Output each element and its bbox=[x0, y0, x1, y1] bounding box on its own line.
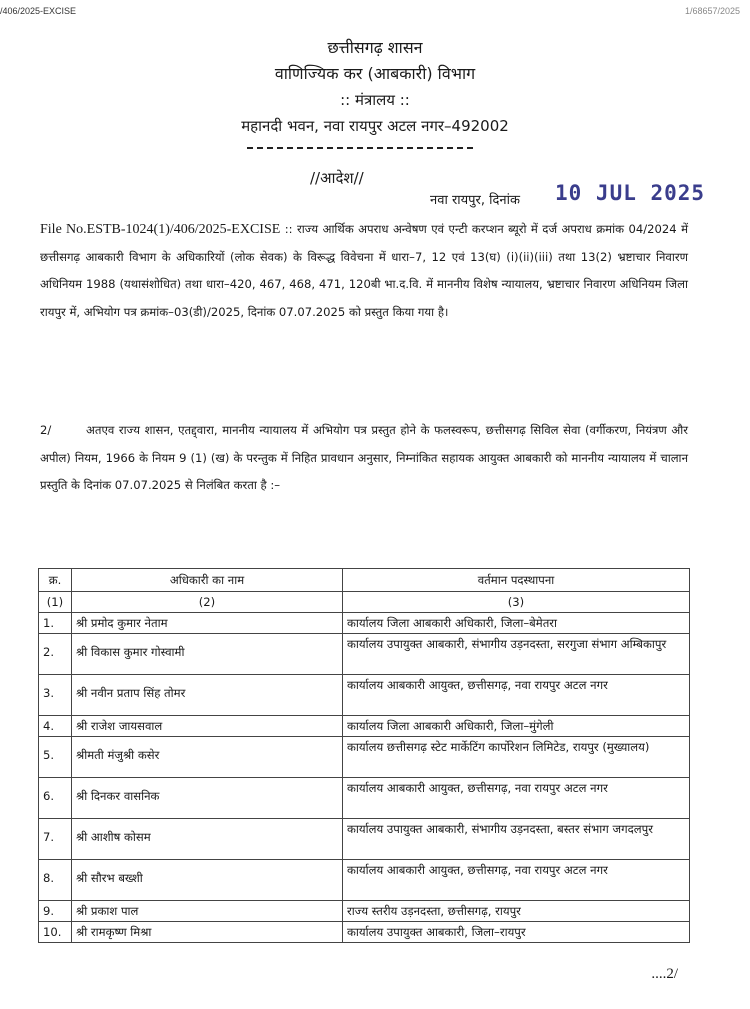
row-serial: 9. bbox=[39, 901, 72, 922]
department-name: वाणिज्यिक कर (आबकारी) विभाग bbox=[274, 64, 476, 83]
office-address: महानदी भवन, नवा रायपुर अटल नगर–492002 bbox=[241, 117, 509, 135]
header-current-posting: वर्तमान पदस्थापना bbox=[343, 569, 690, 592]
column-number-1: (1) bbox=[39, 592, 72, 613]
row-posting: कार्यालय छत्तीसगढ़ स्टेट मार्केटिंग कार्पोरेशन लिमिटेड, रायपुर (मुख्यालय) bbox=[343, 737, 690, 778]
row-officer-name: श्री दिनकर वासनिक bbox=[72, 778, 343, 819]
row-officer-name: श्री विकास कुमार गोस्वामी bbox=[72, 634, 343, 675]
table-row bbox=[39, 675, 690, 716]
order-paragraph-1 bbox=[40, 216, 688, 326]
row-posting: कार्यालय आबकारी आयुक्त, छत्तीसगढ़, नवा रायपुर अटल नगर bbox=[343, 675, 690, 716]
row-officer-name: श्री प्रकाश पाल bbox=[72, 901, 343, 922]
paragraph-1-text: :: राज्य आर्थिक अपराध अन्वेषण एवं एन्टी करप्शन ब्यूरो में दर्ज अपराध क्रमांक 04/2024 में छत्तीसगढ़ आबकारी विभाग के अधिकारियों (लोक सेवक) के विरूद्ध विवेचना में धारा–7, 12 एवं 13(घ) (i)(ii)(iii) तथा 13(2) भ्रष्टाचार निवारण अधिनियम 1988 (यथासंशोधित) तथा धारा–420, 467, 468, 471, 120बी भा.द.वि. में माननीय विशेष न्यायालय, भ्रष्टाचार निवारण अधिनियम जिला रायपुर में, अभियोग पत्र क्रमांक–03(डी)/2025, दिनांक 07.07.2025 को प्रस्तुत किया गया है। bbox=[40, 222, 688, 319]
table-row bbox=[39, 901, 690, 922]
row-posting: कार्यालय उपायुक्त आबकारी, संभागीय उड़नदस्ता, बस्तर संभाग जगदलपुर bbox=[343, 819, 690, 860]
row-serial: 10. bbox=[39, 922, 72, 943]
row-posting: राज्य स्तरीय उड़नदस्ता, छत्तीसगढ़, रायपुर bbox=[343, 901, 690, 922]
order-title: //आदेश// bbox=[310, 169, 364, 187]
table-row bbox=[39, 860, 690, 901]
paragraph-number: 2/ bbox=[40, 423, 52, 437]
file-reference-top-left: /406/2025-EXCISE bbox=[0, 6, 77, 16]
header-serial: क्र. bbox=[39, 569, 72, 592]
order-paragraph-2 bbox=[40, 417, 688, 500]
file-number: File No.ESTB-1024(1)/406/2025-EXCISE bbox=[40, 222, 281, 237]
row-officer-name: श्री रामकृष्ण मिश्रा bbox=[72, 922, 343, 943]
row-posting: कार्यालय उपायुक्त आबकारी, संभागीय उड़नदस्ता, सरगुजा संभाग अम्बिकापुर bbox=[343, 634, 690, 675]
row-posting: कार्यालय उपायुक्त आबकारी, जिला–रायपुर bbox=[343, 922, 690, 943]
row-serial: 4. bbox=[39, 716, 72, 737]
table-row bbox=[39, 922, 690, 943]
table-row bbox=[39, 819, 690, 860]
row-serial: 6. bbox=[39, 778, 72, 819]
table-header-row bbox=[39, 569, 690, 592]
column-number-2: (2) bbox=[72, 592, 343, 613]
row-posting: कार्यालय जिला आबकारी अधिकारी, जिला–मुंगेली bbox=[343, 716, 690, 737]
row-posting: कार्यालय आबकारी आयुक्त, छत्तीसगढ़, नवा रायपुर अटल नगर bbox=[343, 860, 690, 901]
table-row bbox=[39, 737, 690, 778]
paragraph-2-text: अतएव राज्य शासन, एतद्द्वारा, माननीय न्यायालय में अभियोग पत्र प्रस्तुत होने के फलस्वरूप, छत्तीसगढ़ सिविल सेवा (वर्गीकरण, नियंत्रण और अपील) नियम, 1966 के नियम 9 (1) (ख) के परन्तुक में निहित प्रावधान अनुसार, निम्नांकित सहायक आयुक्त आबकारी को माननीय न्यायालय में चालान प्रस्तुति के दिनांक 07.07.2025 से निलंबित करता है :– bbox=[40, 423, 688, 493]
ministry-label: :: मंत्रालय :: bbox=[340, 91, 410, 109]
row-officer-name: श्री नवीन प्रताप सिंह तोमर bbox=[72, 675, 343, 716]
date-stamp: 10 JUL 2025 bbox=[555, 181, 706, 205]
place-date-label: नवा रायपुर, दिनांक bbox=[430, 193, 520, 208]
row-officer-name: श्री सौरभ बख्शी bbox=[72, 860, 343, 901]
file-reference-top-right: 1/68657/2025 bbox=[684, 6, 740, 16]
table-row bbox=[39, 778, 690, 819]
column-number-3: (3) bbox=[343, 592, 690, 613]
government-name: छत्तीसगढ़ शासन bbox=[327, 38, 423, 57]
header-divider bbox=[247, 147, 473, 149]
table-row bbox=[39, 716, 690, 737]
row-serial: 2. bbox=[39, 634, 72, 675]
row-officer-name: श्री राजेश जायसवाल bbox=[72, 716, 343, 737]
suspended-officers-table bbox=[38, 568, 690, 943]
column-number-row bbox=[39, 592, 690, 613]
table-row bbox=[39, 613, 690, 634]
row-officer-name: श्री आशीष कोसम bbox=[72, 819, 343, 860]
page-continuation-marker: ....2/ bbox=[651, 966, 678, 982]
row-serial: 3. bbox=[39, 675, 72, 716]
row-serial: 8. bbox=[39, 860, 72, 901]
row-posting: कार्यालय जिला आबकारी अधिकारी, जिला–बेमेतरा bbox=[343, 613, 690, 634]
row-serial: 5. bbox=[39, 737, 72, 778]
row-serial: 1. bbox=[39, 613, 72, 634]
row-officer-name: श्री प्रमोद कुमार नेताम bbox=[72, 613, 343, 634]
row-officer-name: श्रीमती मंजुश्री कसेर bbox=[72, 737, 343, 778]
table-row bbox=[39, 634, 690, 675]
row-serial: 7. bbox=[39, 819, 72, 860]
header-officer-name: अधिकारी का नाम bbox=[72, 569, 343, 592]
row-posting: कार्यालय आबकारी आयुक्त, छत्तीसगढ़, नवा रायपुर अटल नगर bbox=[343, 778, 690, 819]
